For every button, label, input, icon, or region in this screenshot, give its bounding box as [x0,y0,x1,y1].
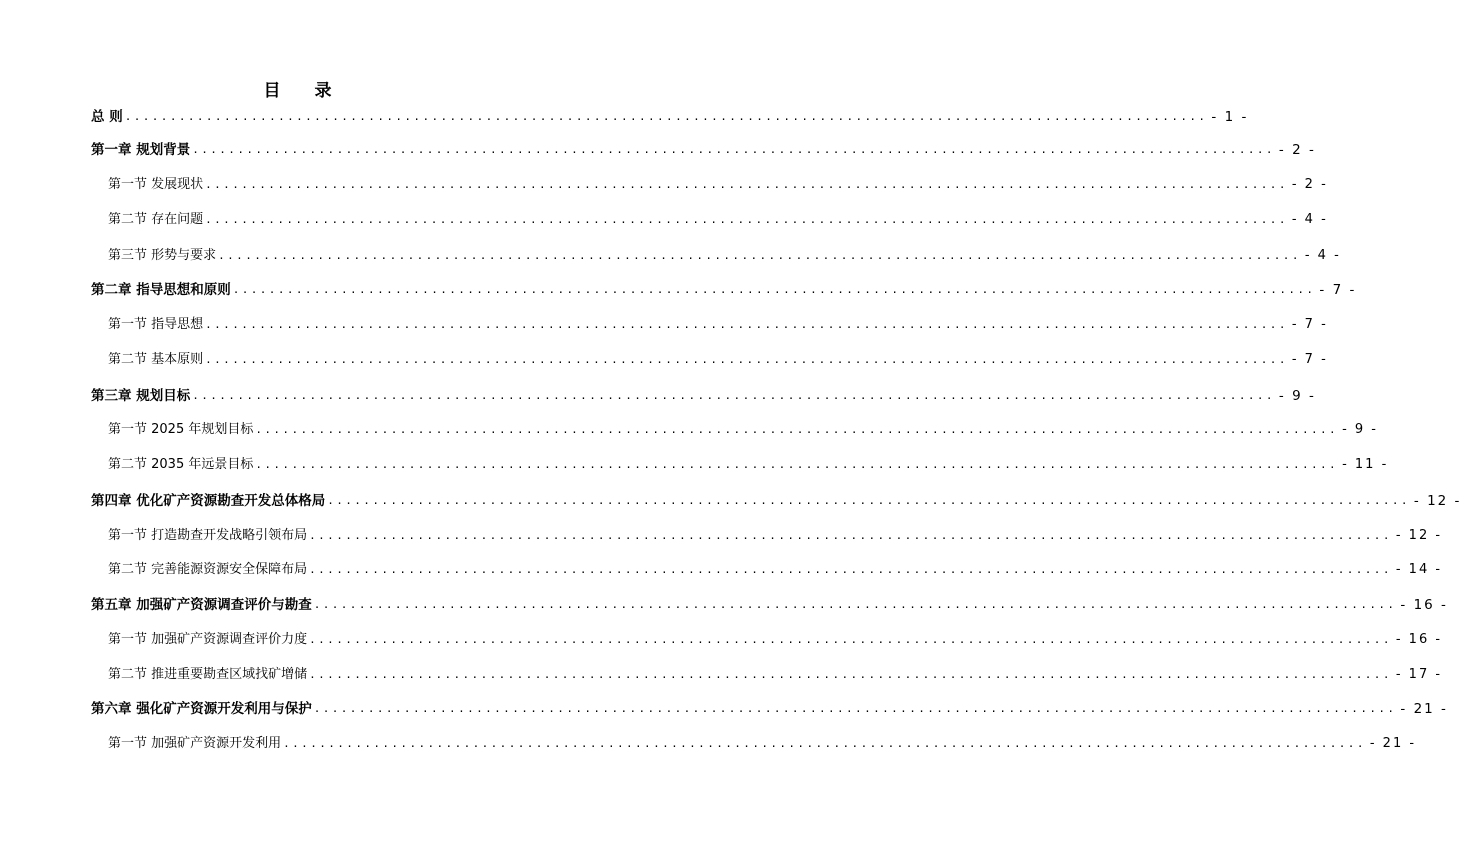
toc-dot-leader: ........................................................................................................................ [205,213,1288,226]
toc-section-entry[interactable] [108,348,1328,372]
toc-dot-leader: ........................................................................................................................ [309,529,1392,542]
toc-page-number: - 4 - [1304,248,1341,263]
toc-entry-label: 第二节 存在问题 [108,212,204,227]
toc-chapter-entry[interactable] [91,593,1448,617]
toc-page-number: - 9 - [1278,388,1316,404]
toc-page-number: - 7 - [1291,317,1328,332]
toc-section-entry[interactable] [108,732,1417,756]
toc-page-number: - 11 - [1342,457,1389,472]
toc-section-entry[interactable] [108,663,1443,687]
toc-dot-leader: ........................................................................................................................ [255,458,1339,471]
toc-entry-label: 第一节 加强矿产资源调查评价力度 [108,632,308,647]
toc-page-number: - 4 - [1291,212,1328,227]
toc-dot-leader: ........................................................................................................................ [205,353,1288,366]
toc-page-number: - 12 - [1395,528,1443,543]
toc-dot-leader: ........................................................................................................................ [192,143,1275,156]
toc-dot-leader: ........................................................................................................................ [309,563,1392,576]
toc-dot-leader: ........................................................................................................................ [255,423,1339,436]
toc-dot-leader: ........................................................................................................................ [313,702,1397,715]
toc-dot-leader: ........................................................................................................................ [327,494,1410,507]
toc-section-entry[interactable] [108,313,1328,337]
toc-section-entry[interactable] [108,453,1389,477]
toc-chapter-entry[interactable] [91,138,1316,162]
toc-dot-leader: ........................................................................................................................ [192,389,1275,402]
toc-entry-label: 第二节 推进重要勘查区域找矿增储 [108,667,308,682]
toc-entry-label: 第一章 规划背景 [91,142,191,158]
toc-page-number: - 1 - [1211,109,1249,125]
toc-page-number: - 2 - [1291,177,1328,192]
toc-entry-label: 第三章 规划目标 [91,388,191,404]
toc-page-number: - 21 - [1369,736,1417,751]
toc-page-number: - 16 - [1395,632,1443,647]
toc-section-entry[interactable] [108,208,1328,232]
toc-section-entry[interactable] [108,628,1443,652]
toc-entry-label: 第四章 优化矿产资源勘查开发总体格局 [91,493,326,509]
toc-chapter-entry[interactable] [91,278,1357,302]
toc-entry-label: 第一节 打造勘查开发战略引领布局 [108,528,308,543]
toc-page-number: - 17 - [1395,667,1443,682]
toc-dot-leader: ........................................................................................................................ [309,633,1392,646]
toc-dot-leader: ........................................................................................................................ [232,283,1316,296]
toc-section-entry[interactable] [108,418,1378,442]
toc-section-entry[interactable] [108,173,1328,197]
toc-page-number: - 16 - [1400,597,1448,613]
toc-page-number: - 7 - [1291,352,1328,367]
toc-chapter-entry[interactable] [91,105,1249,129]
toc-page-number: - 7 - [1319,282,1357,298]
toc-entry-label: 第一节 2025 年规划目标 [108,422,254,437]
toc-dot-leader: ........................................................................................................................ [218,249,1301,262]
toc-dot-leader: ........................................................................................................................ [313,598,1397,611]
toc-dot-leader: ........................................................................................................................ [205,178,1288,191]
toc-entry-label: 第一节 指导思想 [108,317,204,332]
toc-entry-label: 第二节 基本原则 [108,352,204,367]
toc-entry-label: 第一节 发展现状 [108,177,204,192]
toc-entry-label: 第二节 完善能源资源安全保障布局 [108,562,308,577]
toc-entry-label: 总 则 [91,109,123,125]
toc-dot-leader: ........................................................................................................................ [309,668,1392,681]
toc-dot-leader: ........................................................................................................................ [124,110,1208,123]
toc-entry-label: 第二章 指导思想和原则 [91,282,231,298]
toc-section-entry[interactable] [108,524,1443,548]
toc-dot-leader: ........................................................................................................................ [283,737,1366,750]
toc-entry-label: 第六章 强化矿产资源开发利用与保护 [91,701,312,717]
toc-page-number: - 21 - [1400,701,1448,717]
toc-chapter-entry[interactable] [91,489,1461,513]
toc-section-entry[interactable] [108,244,1341,268]
toc-page-number: - 9 - [1342,422,1378,437]
toc-entry-label: 第一节 加强矿产资源开发利用 [108,736,282,751]
toc-dot-leader: ........................................................................................................................ [205,318,1288,331]
toc-page-number: - 2 - [1278,142,1316,158]
toc-entry-label: 第三节 形势与要求 [108,248,217,263]
toc-section-entry[interactable] [108,558,1443,582]
toc-chapter-entry[interactable] [91,384,1316,408]
toc-entry-label: 第二节 2035 年远景目标 [108,457,254,472]
toc-page-number: - 12 - [1413,493,1461,509]
toc-page-number: - 14 - [1395,562,1443,577]
toc-chapter-entry[interactable] [91,697,1448,721]
toc-title: 目 录 [263,81,346,101]
toc-entry-label: 第五章 加强矿产资源调查评价与勘查 [91,597,312,613]
